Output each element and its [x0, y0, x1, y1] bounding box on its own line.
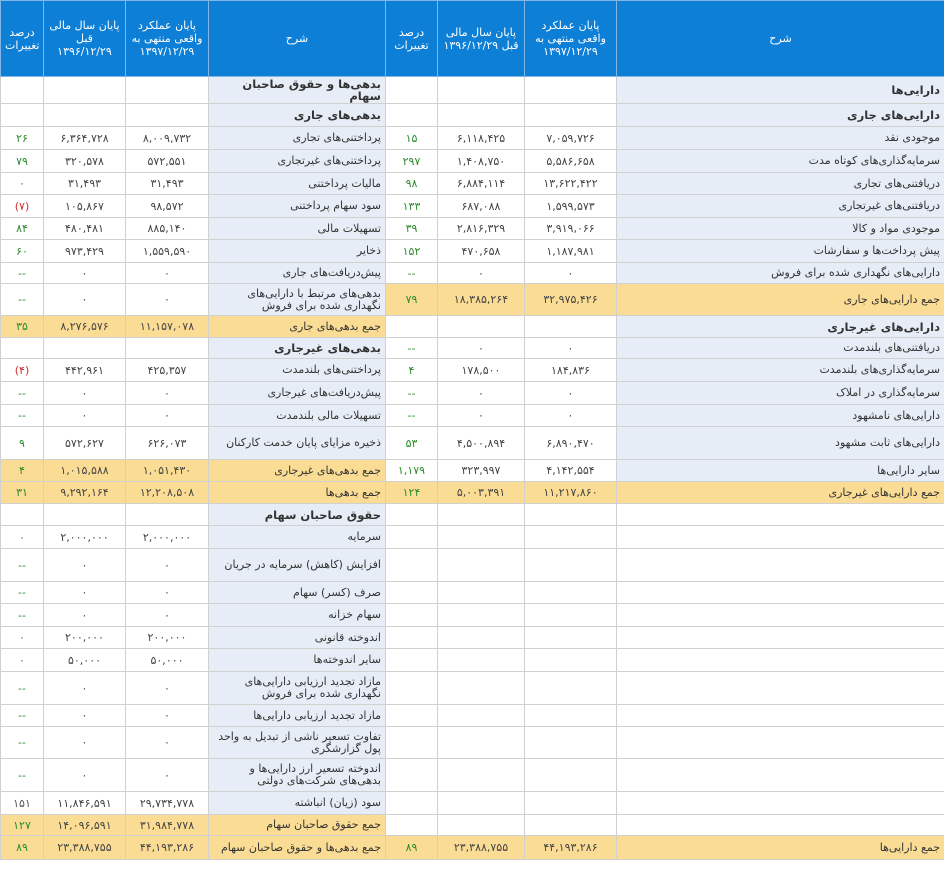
- right-prior-cell: ۰: [438, 338, 525, 359]
- right-actual-cell: ۰: [525, 405, 617, 427]
- right-pct-cell: [386, 792, 438, 815]
- right-prior-cell: ۱۷۸,۵۰۰: [438, 359, 525, 382]
- table-row: [1, 526, 944, 549]
- left-pct-cell: [1, 338, 44, 359]
- left-actual-cell: [126, 338, 209, 359]
- right-desc-cell: دارایی‌های جاری: [617, 104, 944, 127]
- left-pct-cell: (۷): [1, 195, 44, 218]
- table-row: [1, 482, 944, 504]
- table-row: [1, 359, 944, 382]
- right-prior-cell: [438, 604, 525, 627]
- right-pct-cell: --: [386, 263, 438, 284]
- left-pct-cell: --: [1, 405, 44, 427]
- right-pct-cell: ۹۸: [386, 173, 438, 195]
- table-row: [1, 316, 944, 338]
- left-prior-cell: ۰: [44, 582, 126, 604]
- left-pct-cell: --: [1, 604, 44, 627]
- right-prior-cell: [438, 792, 525, 815]
- header-left-desc: شرح: [209, 1, 386, 77]
- table-row: [1, 792, 944, 815]
- left-pct-cell: ۲۶: [1, 127, 44, 150]
- right-desc-cell: [617, 727, 944, 759]
- right-actual-cell: ۱,۱۸۷,۹۸۱: [525, 240, 617, 263]
- right-desc-cell: سرمایه‌گذاری‌های کوتاه مدت: [617, 150, 944, 173]
- header-right-actual: پایان عملکرد واقعی منتهی به ۱۳۹۷/۱۲/۲۹: [525, 1, 617, 77]
- right-actual-cell: ۱۱,۲۱۷,۸۶۰: [525, 482, 617, 504]
- right-actual-cell: [525, 504, 617, 526]
- table-row: [1, 672, 944, 705]
- left-desc-cell: ذخایر: [209, 240, 386, 263]
- right-desc-cell: جمع دارایی‌های غیرجاری: [617, 482, 944, 504]
- left-prior-cell: ۰: [44, 727, 126, 759]
- header-right-desc: شرح: [617, 1, 944, 77]
- right-pct-cell: ۷۹: [386, 284, 438, 316]
- left-actual-cell: ۹۸,۵۷۲: [126, 195, 209, 218]
- table-row: [1, 195, 944, 218]
- right-actual-cell: ۷,۰۵۹,۷۲۶: [525, 127, 617, 150]
- right-prior-cell: ۶,۱۱۸,۴۲۵: [438, 127, 525, 150]
- right-desc-cell: [617, 627, 944, 649]
- left-desc-cell: حقوق صاحبان سهام: [209, 504, 386, 526]
- table-row: [1, 218, 944, 240]
- left-actual-cell: ۰: [126, 727, 209, 759]
- left-prior-cell: ۰: [44, 759, 126, 792]
- right-desc-cell: [617, 759, 944, 792]
- table-row: [1, 263, 944, 284]
- left-pct-cell: ۷۹: [1, 150, 44, 173]
- left-actual-cell: ۱,۵۵۹,۵۹۰: [126, 240, 209, 263]
- right-prior-cell: [438, 582, 525, 604]
- left-pct-cell: ۸۴: [1, 218, 44, 240]
- header-left-actual: پایان عملکرد واقعی منتهی به ۱۳۹۷/۱۲/۲۹: [126, 1, 209, 77]
- right-prior-cell: [438, 526, 525, 549]
- left-pct-cell: [1, 77, 44, 104]
- right-desc-cell: دریافتنی‌های غیرتجاری: [617, 195, 944, 218]
- table-row: [1, 604, 944, 627]
- left-prior-cell: ۲۰۰,۰۰۰: [44, 627, 126, 649]
- left-actual-cell: ۴۲۵,۳۵۷: [126, 359, 209, 382]
- left-prior-cell: ۹,۲۹۲,۱۶۴: [44, 482, 126, 504]
- right-actual-cell: ۵,۵۸۶,۶۵۸: [525, 150, 617, 173]
- left-desc-cell: جمع بدهی‌ها: [209, 482, 386, 504]
- right-pct-cell: [386, 504, 438, 526]
- right-actual-cell: ۶,۸۹۰,۴۷۰: [525, 427, 617, 460]
- right-actual-cell: ۰: [525, 382, 617, 405]
- right-prior-cell: [438, 815, 525, 836]
- left-pct-cell: --: [1, 263, 44, 284]
- right-desc-cell: سایر دارایی‌ها: [617, 460, 944, 482]
- table-row: [1, 627, 944, 649]
- right-prior-cell: ۳۲۳,۹۹۷: [438, 460, 525, 482]
- left-actual-cell: ۰: [126, 582, 209, 604]
- left-desc-cell: جمع بدهی‌های غیرجاری: [209, 460, 386, 482]
- right-desc-cell: [617, 526, 944, 549]
- right-pct-cell: [386, 727, 438, 759]
- right-desc-cell: دریافتنی‌های بلندمدت: [617, 338, 944, 359]
- right-actual-cell: ۱,۵۹۹,۵۷۳: [525, 195, 617, 218]
- right-prior-cell: [438, 549, 525, 582]
- table-row: [1, 582, 944, 604]
- right-prior-cell: ۴۷۰,۶۵۸: [438, 240, 525, 263]
- left-desc-cell: جمع بدهی‌های جاری: [209, 316, 386, 338]
- right-prior-cell: ۱۸,۳۸۵,۲۶۴: [438, 284, 525, 316]
- left-prior-cell: ۵۰,۰۰۰: [44, 649, 126, 672]
- right-prior-cell: [438, 672, 525, 705]
- left-prior-cell: ۳۱,۴۹۳: [44, 173, 126, 195]
- left-desc-cell: پرداختنی‌های تجاری: [209, 127, 386, 150]
- table-row: [1, 836, 944, 860]
- right-prior-cell: ۴,۵۰۰,۸۹۴: [438, 427, 525, 460]
- left-desc-cell: جمع بدهی‌ها و حقوق صاحبان سهام: [209, 836, 386, 860]
- right-desc-cell: [617, 549, 944, 582]
- left-desc-cell: پیش‌دریافت‌های غیرجاری: [209, 382, 386, 405]
- right-pct-cell: [386, 104, 438, 127]
- left-pct-cell: --: [1, 382, 44, 405]
- table-row: [1, 240, 944, 263]
- left-pct-cell: --: [1, 727, 44, 759]
- right-pct-cell: ۱۵۲: [386, 240, 438, 263]
- left-actual-cell: ۲,۰۰۰,۰۰۰: [126, 526, 209, 549]
- left-pct-cell: --: [1, 549, 44, 582]
- right-desc-cell: جمع دارایی‌های جاری: [617, 284, 944, 316]
- right-pct-cell: [386, 316, 438, 338]
- header-right-prior: پایان سال مالی قبل ۱۳۹۶/۱۲/۲۹: [438, 1, 525, 77]
- left-pct-cell: --: [1, 759, 44, 792]
- left-desc-cell: بدهی‌ها و حقوق صاحبان سهام: [209, 77, 386, 104]
- left-prior-cell: ۱۰۵,۸۶۷: [44, 195, 126, 218]
- right-prior-cell: [438, 759, 525, 792]
- right-actual-cell: [525, 627, 617, 649]
- right-desc-cell: دارایی‌ها: [617, 77, 944, 104]
- right-pct-cell: [386, 815, 438, 836]
- right-prior-cell: ۶۸۷,۰۸۸: [438, 195, 525, 218]
- left-prior-cell: ۱,۰۱۵,۵۸۸: [44, 460, 126, 482]
- left-pct-cell: (۴): [1, 359, 44, 382]
- left-prior-cell: ۵۷۲,۶۲۷: [44, 427, 126, 460]
- right-actual-cell: ۰: [525, 338, 617, 359]
- left-desc-cell: پیش‌دریافت‌های جاری: [209, 263, 386, 284]
- right-desc-cell: دارایی‌های غیرجاری: [617, 316, 944, 338]
- right-desc-cell: [617, 672, 944, 705]
- right-pct-cell: ۸۹: [386, 836, 438, 860]
- left-desc-cell: جمع حقوق صاحبان سهام: [209, 815, 386, 836]
- left-desc-cell: تسهیلات مالی: [209, 218, 386, 240]
- left-pct-cell: ۰: [1, 526, 44, 549]
- left-prior-cell: ۳۲۰,۵۷۸: [44, 150, 126, 173]
- left-actual-cell: ۸۸۵,۱۴۰: [126, 218, 209, 240]
- left-pct-cell: --: [1, 672, 44, 705]
- table-row: [1, 284, 944, 316]
- left-pct-cell: --: [1, 582, 44, 604]
- right-prior-cell: [438, 649, 525, 672]
- left-pct-cell: ۳۱: [1, 482, 44, 504]
- right-desc-cell: سرمایه‌گذاری در املاک: [617, 382, 944, 405]
- left-pct-cell: ۴: [1, 460, 44, 482]
- table-row: [1, 759, 944, 792]
- left-actual-cell: ۲۹,۷۳۴,۷۷۸: [126, 792, 209, 815]
- right-pct-cell: [386, 759, 438, 792]
- left-prior-cell: ۲,۰۰۰,۰۰۰: [44, 526, 126, 549]
- left-desc-cell: سایر اندوخته‌ها: [209, 649, 386, 672]
- left-actual-cell: ۵۰,۰۰۰: [126, 649, 209, 672]
- right-desc-cell: جمع دارایی‌ها: [617, 836, 944, 860]
- right-desc-cell: موجودی مواد و کالا: [617, 218, 944, 240]
- left-actual-cell: ۰: [126, 405, 209, 427]
- table-row: [1, 338, 944, 359]
- right-actual-cell: [525, 526, 617, 549]
- left-actual-cell: ۳۱,۹۸۴,۷۷۸: [126, 815, 209, 836]
- left-pct-cell: --: [1, 705, 44, 727]
- right-actual-cell: [525, 759, 617, 792]
- header-left-prior: پایان سال مالی قبل ۱۳۹۶/۱۲/۲۹: [44, 1, 126, 77]
- right-desc-cell: [617, 815, 944, 836]
- table-row: [1, 705, 944, 727]
- left-desc-cell: اندوخته تسعیر ارز دارایی‌ها و بدهی‌های شرکت‌های دولتی: [209, 759, 386, 792]
- left-prior-cell: ۴۸۰,۴۸۱: [44, 218, 126, 240]
- right-pct-cell: [386, 582, 438, 604]
- right-prior-cell: ۲,۸۱۶,۳۲۹: [438, 218, 525, 240]
- left-actual-cell: ۳۱,۴۹۳: [126, 173, 209, 195]
- left-pct-cell: [1, 104, 44, 127]
- left-actual-cell: ۰: [126, 549, 209, 582]
- left-actual-cell: ۱۲,۲۰۸,۵۰۸: [126, 482, 209, 504]
- right-actual-cell: [525, 792, 617, 815]
- left-prior-cell: ۹۷۳,۴۲۹: [44, 240, 126, 263]
- right-actual-cell: [525, 672, 617, 705]
- right-prior-cell: ۲۳,۳۸۸,۷۵۵: [438, 836, 525, 860]
- left-desc-cell: سرمایه: [209, 526, 386, 549]
- left-desc-cell: پرداختنی‌های غیرتجاری: [209, 150, 386, 173]
- table-row: [1, 427, 944, 460]
- left-prior-cell: ۰: [44, 549, 126, 582]
- right-pct-cell: ۳۹: [386, 218, 438, 240]
- left-prior-cell: ۶,۳۶۴,۷۲۸: [44, 127, 126, 150]
- table-row: [1, 104, 944, 127]
- left-prior-cell: [44, 338, 126, 359]
- left-prior-cell: ۰: [44, 382, 126, 405]
- right-desc-cell: دارایی‌های ثابت مشهود: [617, 427, 944, 460]
- right-actual-cell: ۱۸۴,۸۳۶: [525, 359, 617, 382]
- left-desc-cell: بدهی‌های مرتبط با دارایی‌های نگهداری شده برای فروش: [209, 284, 386, 316]
- left-actual-cell: ۸,۰۰۹,۷۳۲: [126, 127, 209, 150]
- left-pct-cell: --: [1, 284, 44, 316]
- left-desc-cell: بدهی‌های غیرجاری: [209, 338, 386, 359]
- header-row: [1, 1, 944, 77]
- left-actual-cell: ۰: [126, 382, 209, 405]
- right-pct-cell: ۱۵: [386, 127, 438, 150]
- right-prior-cell: ۱,۴۰۸,۷۵۰: [438, 150, 525, 173]
- left-desc-cell: افزایش (کاهش) سرمایه در جریان: [209, 549, 386, 582]
- left-actual-cell: ۱۱,۱۵۷,۰۷۸: [126, 316, 209, 338]
- right-actual-cell: ۴۴,۱۹۳,۲۸۶: [525, 836, 617, 860]
- left-pct-cell: ۰: [1, 173, 44, 195]
- table-row: [1, 504, 944, 526]
- left-desc-cell: سود (زیان) انباشته: [209, 792, 386, 815]
- right-pct-cell: [386, 627, 438, 649]
- right-desc-cell: موجودی نقد: [617, 127, 944, 150]
- table-row: [1, 460, 944, 482]
- right-prior-cell: ۶,۸۸۴,۱۱۴: [438, 173, 525, 195]
- right-desc-cell: دریافتنی‌های تجاری: [617, 173, 944, 195]
- right-prior-cell: [438, 504, 525, 526]
- left-actual-cell: ۶۲۶,۰۷۳: [126, 427, 209, 460]
- right-actual-cell: [525, 582, 617, 604]
- right-prior-cell: [438, 316, 525, 338]
- left-desc-cell: تفاوت تسعیر ناشی از تبدیل به واحد پول گزارشگری: [209, 727, 386, 759]
- right-actual-cell: [525, 727, 617, 759]
- right-actual-cell: ۳,۹۱۹,۰۶۶: [525, 218, 617, 240]
- right-actual-cell: ۳۲,۹۷۵,۴۲۶: [525, 284, 617, 316]
- left-desc-cell: سود سهام پرداختنی: [209, 195, 386, 218]
- left-pct-cell: ۹: [1, 427, 44, 460]
- left-pct-cell: ۰: [1, 649, 44, 672]
- right-actual-cell: [525, 604, 617, 627]
- right-desc-cell: دارایی‌های نامشهود: [617, 405, 944, 427]
- right-actual-cell: ۱۳,۶۲۲,۴۲۲: [525, 173, 617, 195]
- left-desc-cell: مازاد تجدید ارزیابی دارایی‌های نگهداری شده برای فروش: [209, 672, 386, 705]
- right-actual-cell: [525, 649, 617, 672]
- right-desc-cell: دارایی‌های نگهداری شده برای فروش: [617, 263, 944, 284]
- right-pct-cell: [386, 705, 438, 727]
- left-desc-cell: اندوخته قانونی: [209, 627, 386, 649]
- left-actual-cell: ۰: [126, 263, 209, 284]
- left-desc-cell: صرف (کسر) سهام: [209, 582, 386, 604]
- table-row: [1, 77, 944, 104]
- right-actual-cell: [525, 104, 617, 127]
- right-prior-cell: ۰: [438, 382, 525, 405]
- left-actual-cell: [126, 77, 209, 104]
- right-pct-cell: ۱,۱۷۹: [386, 460, 438, 482]
- right-pct-cell: [386, 526, 438, 549]
- right-actual-cell: [525, 549, 617, 582]
- table-row: [1, 382, 944, 405]
- right-prior-cell: ۰: [438, 405, 525, 427]
- left-pct-cell: ۱۵۱: [1, 792, 44, 815]
- left-prior-cell: ۰: [44, 405, 126, 427]
- left-actual-cell: ۰: [126, 705, 209, 727]
- left-actual-cell: ۰: [126, 284, 209, 316]
- left-prior-cell: ۰: [44, 672, 126, 705]
- right-prior-cell: [438, 104, 525, 127]
- left-pct-cell: ۸۹: [1, 836, 44, 860]
- left-actual-cell: ۲۰۰,۰۰۰: [126, 627, 209, 649]
- left-prior-cell: ۰: [44, 604, 126, 627]
- right-prior-cell: [438, 705, 525, 727]
- header-right-pct: درصد تغییرات: [386, 1, 438, 77]
- left-desc-cell: پرداختنی‌های بلندمدت: [209, 359, 386, 382]
- right-prior-cell: [438, 627, 525, 649]
- left-desc-cell: ذخیره مزایای پایان خدمت کارکنان: [209, 427, 386, 460]
- right-prior-cell: [438, 727, 525, 759]
- table-row: [1, 173, 944, 195]
- right-prior-cell: ۰: [438, 263, 525, 284]
- right-desc-cell: [617, 504, 944, 526]
- right-pct-cell: ۵۳: [386, 427, 438, 460]
- right-prior-cell: ۵,۰۰۳,۳۹۱: [438, 482, 525, 504]
- table-row: [1, 405, 944, 427]
- left-actual-cell: ۰: [126, 604, 209, 627]
- left-prior-cell: ۰: [44, 263, 126, 284]
- left-actual-cell: ۱,۰۵۱,۴۳۰: [126, 460, 209, 482]
- right-prior-cell: [438, 77, 525, 104]
- right-desc-cell: [617, 705, 944, 727]
- left-desc-cell: مازاد تجدید ارزیابی دارایی‌ها: [209, 705, 386, 727]
- right-pct-cell: ۴: [386, 359, 438, 382]
- left-pct-cell: ۱۲۷: [1, 815, 44, 836]
- table-row: [1, 127, 944, 150]
- left-prior-cell: ۴۴۲,۹۶۱: [44, 359, 126, 382]
- right-actual-cell: [525, 815, 617, 836]
- left-prior-cell: ۸,۲۷۶,۵۷۶: [44, 316, 126, 338]
- left-actual-cell: [126, 104, 209, 127]
- right-desc-cell: [617, 792, 944, 815]
- left-prior-cell: ۰: [44, 284, 126, 316]
- right-pct-cell: ۲۹۷: [386, 150, 438, 173]
- right-pct-cell: --: [386, 382, 438, 405]
- left-desc-cell: بدهی‌های جاری: [209, 104, 386, 127]
- left-actual-cell: ۴۴,۱۹۳,۲۸۶: [126, 836, 209, 860]
- right-pct-cell: ۱۲۴: [386, 482, 438, 504]
- left-pct-cell: ۶۰: [1, 240, 44, 263]
- table-row: [1, 649, 944, 672]
- left-desc-cell: مالیات پرداختنی: [209, 173, 386, 195]
- right-actual-cell: ۰: [525, 263, 617, 284]
- table-row: [1, 815, 944, 836]
- right-pct-cell: ۱۳۳: [386, 195, 438, 218]
- right-actual-cell: [525, 316, 617, 338]
- right-pct-cell: [386, 77, 438, 104]
- left-actual-cell: ۰: [126, 759, 209, 792]
- left-desc-cell: سهام خزانه: [209, 604, 386, 627]
- left-actual-cell: [126, 504, 209, 526]
- right-pct-cell: [386, 672, 438, 705]
- right-desc-cell: [617, 604, 944, 627]
- left-actual-cell: ۰: [126, 672, 209, 705]
- left-actual-cell: ۵۷۲,۵۵۱: [126, 150, 209, 173]
- right-pct-cell: [386, 604, 438, 627]
- right-pct-cell: --: [386, 405, 438, 427]
- left-prior-cell: ۰: [44, 705, 126, 727]
- left-pct-cell: ۳۵: [1, 316, 44, 338]
- left-desc-cell: تسهیلات مالی بلندمدت: [209, 405, 386, 427]
- table-body: [1, 77, 944, 860]
- left-prior-cell: [44, 77, 126, 104]
- right-actual-cell: [525, 705, 617, 727]
- right-actual-cell: [525, 77, 617, 104]
- right-desc-cell: [617, 649, 944, 672]
- right-pct-cell: [386, 549, 438, 582]
- left-prior-cell: [44, 104, 126, 127]
- right-pct-cell: [386, 649, 438, 672]
- left-pct-cell: [1, 504, 44, 526]
- right-desc-cell: سرمایه‌گذاری‌های بلندمدت: [617, 359, 944, 382]
- left-prior-cell: ۱۴,۰۹۶,۵۹۱: [44, 815, 126, 836]
- left-prior-cell: [44, 504, 126, 526]
- table-row: [1, 727, 944, 759]
- right-desc-cell: پیش پرداخت‌ها و سفارشات: [617, 240, 944, 263]
- table-row: [1, 549, 944, 582]
- header-left-pct: درصد تغییرات: [1, 1, 44, 77]
- right-desc-cell: [617, 582, 944, 604]
- table-row: [1, 150, 944, 173]
- left-pct-cell: ۰: [1, 627, 44, 649]
- right-pct-cell: --: [386, 338, 438, 359]
- left-prior-cell: ۱۱,۸۴۶,۵۹۱: [44, 792, 126, 815]
- left-prior-cell: ۲۳,۳۸۸,۷۵۵: [44, 836, 126, 860]
- right-actual-cell: ۴,۱۴۲,۵۵۴: [525, 460, 617, 482]
